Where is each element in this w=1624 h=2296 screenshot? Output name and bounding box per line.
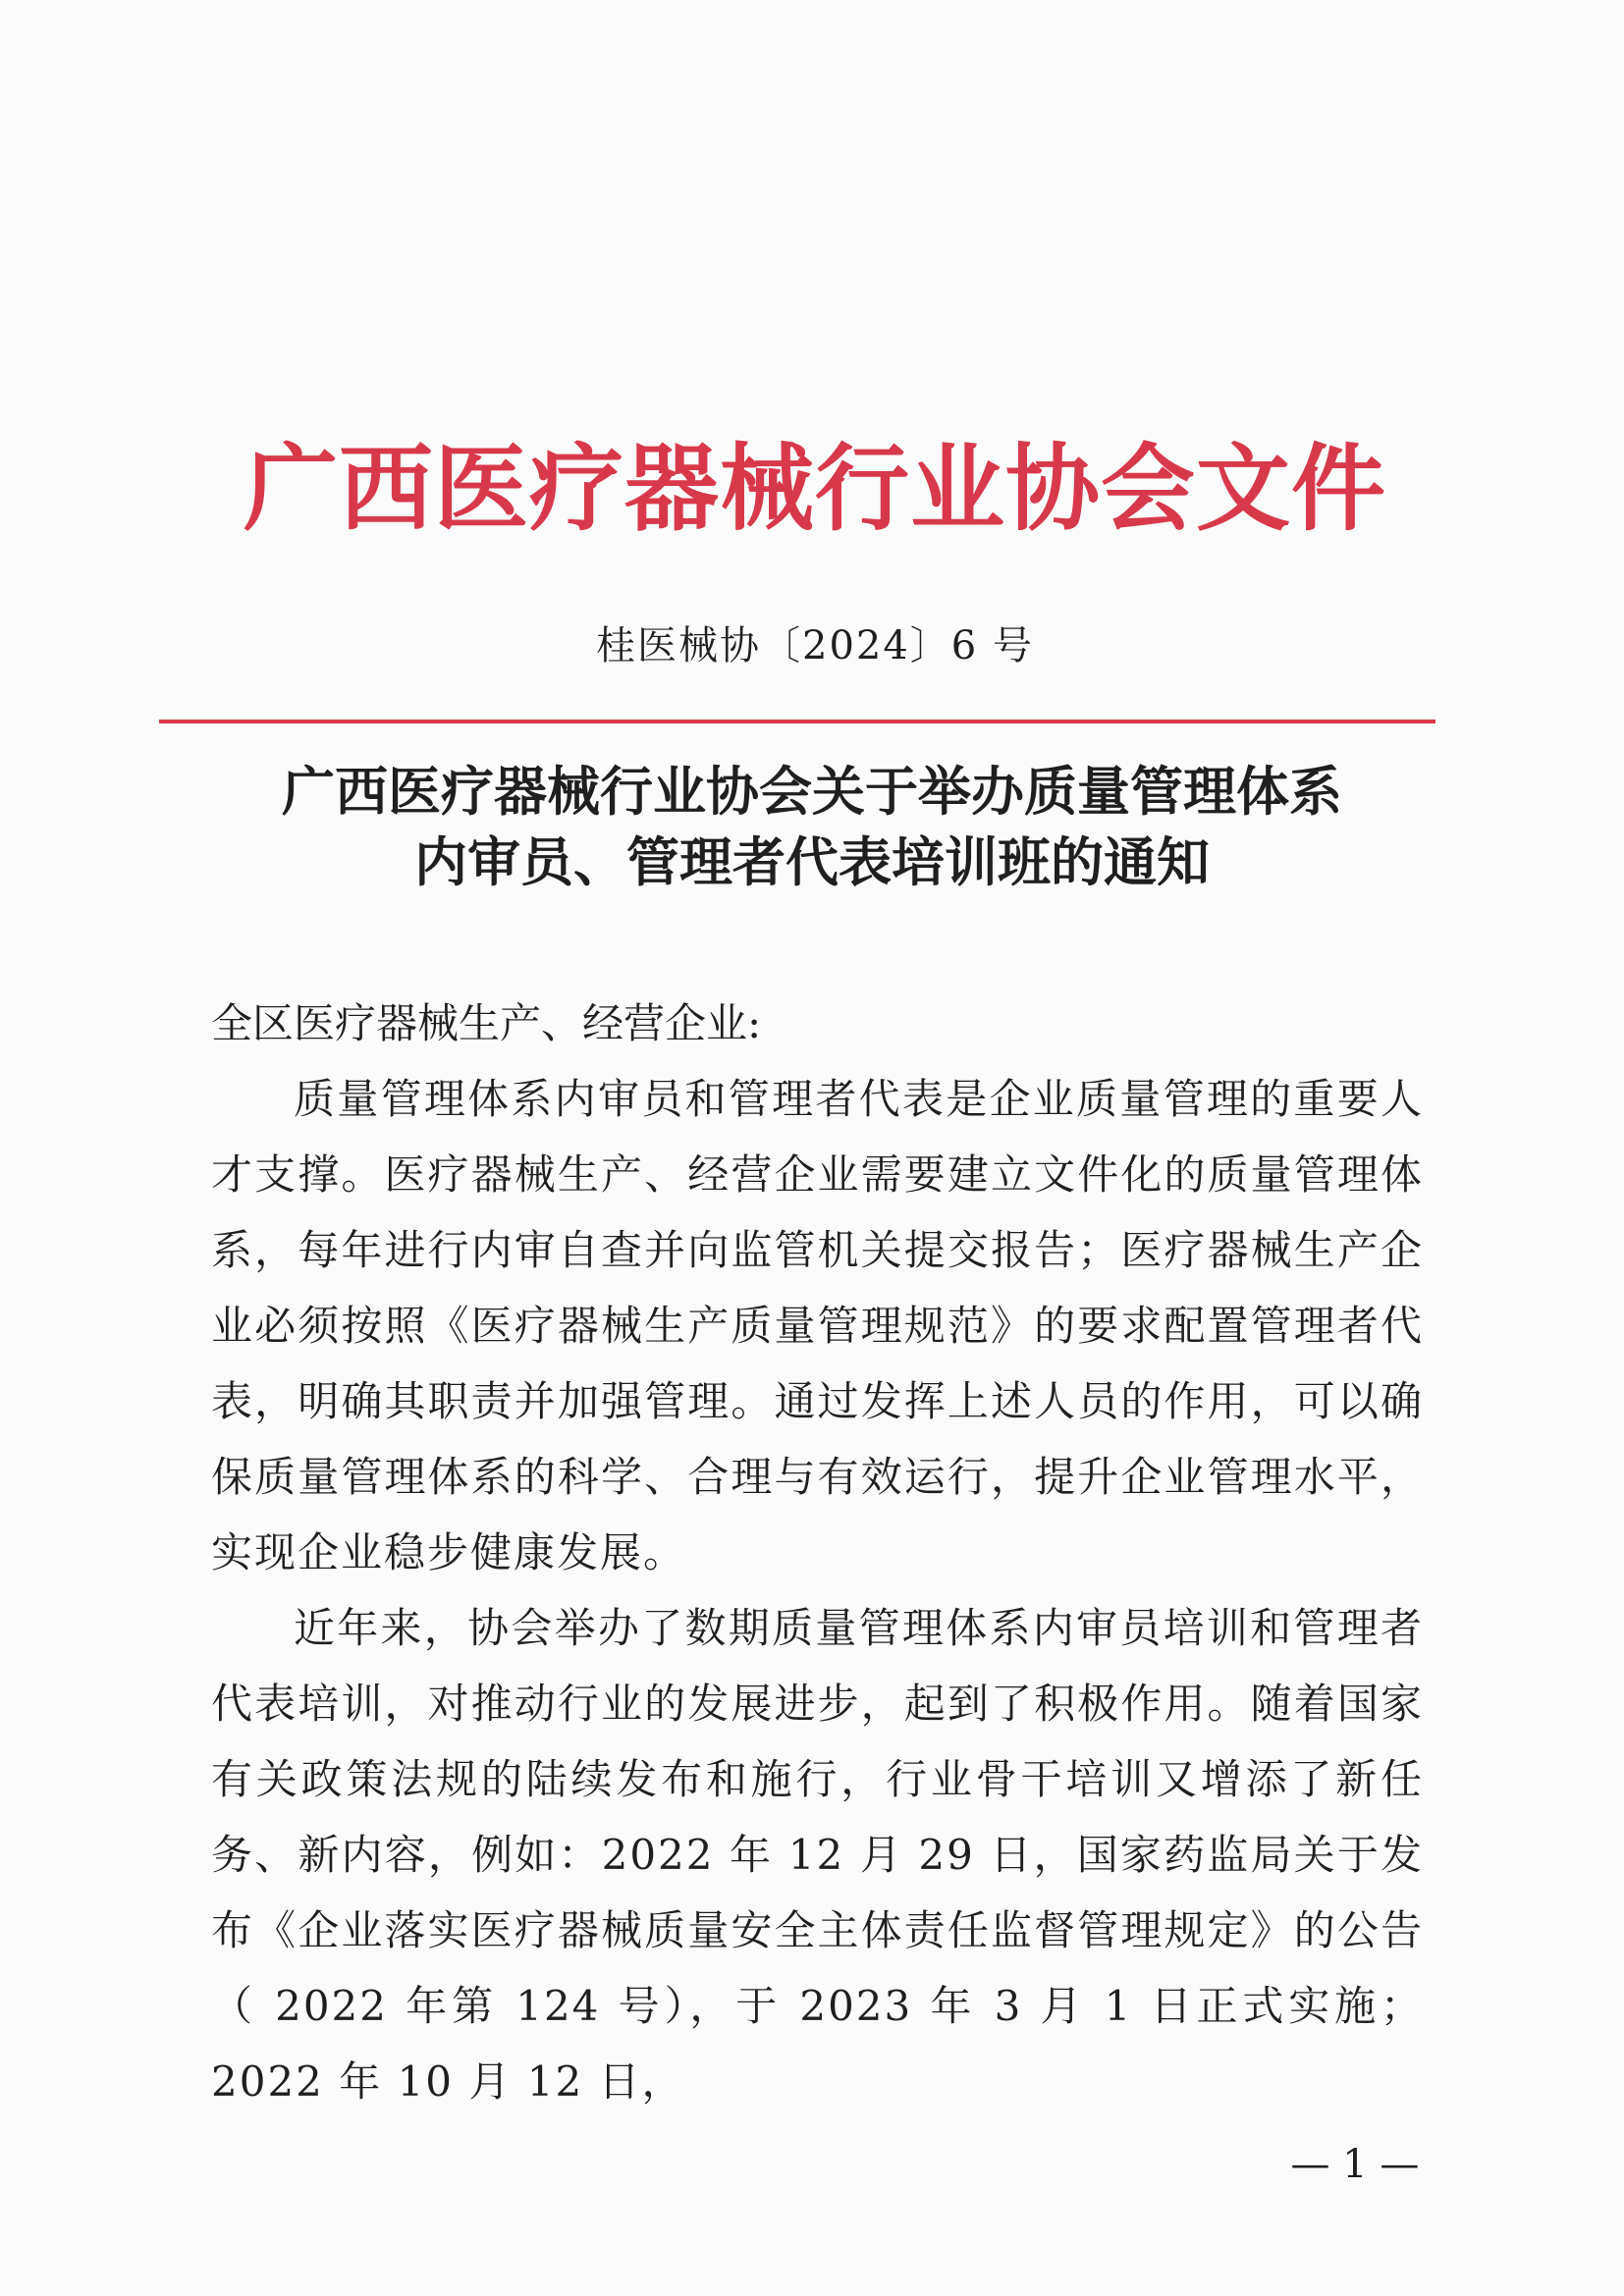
document-number: 桂医械协〔2024〕6 号 bbox=[596, 623, 1034, 668]
notice-title-line-2: 内审员、管理者代表培训班的通知 bbox=[414, 830, 1210, 893]
red-divider-line bbox=[159, 720, 1435, 723]
document-header-title: 广西医疗器械行业协会文件 bbox=[244, 433, 1386, 544]
paragraph-1: 质量管理体系内审员和管理者代表是企业质量管理的重要人才支撑。医疗器械生产、经营企业需要建立文件化的质量管理体系，每年进行内审自查并向监管机关提交报告；医疗器械生产企业必须按照《医疗器械生产质量管理规范》的要求配置管理者代表，明确其职责并加强管理。通过发挥上述人员的作用，可以确保质量管理体系的科学、合理与有效运行，提升企业管理水平，实现企业稳步健康发展。 bbox=[211, 1075, 1424, 1576]
paragraph-2: 近年来，协会举办了数期质量管理体系内审员培训和管理者代表培训，对推动行业的发展进步，起到了积极作用。随着国家有关政策法规的陆续发布和施行，行业骨干培训又增添了新任务、新内容，例如：2022 年 12 月 29 日，国家药监局关于发布《企业落实医疗器械质量安全主体责任监督管理规定》的公告（ 2022 年第 124 号），于 2023 年 3 月 1 日正式实施；2022 年 10 月 12 日， bbox=[211, 1604, 1424, 2106]
notice-title-line-1: 广西医疗器械行业协会关于举办质量管理体系 bbox=[282, 760, 1342, 823]
page-number: — 1 — bbox=[1290, 2142, 1420, 2187]
notice-body bbox=[211, 986, 1424, 2119]
salutation: 全区医疗器械生产、经营企业: bbox=[211, 999, 762, 1047]
notice-title bbox=[177, 756, 1447, 897]
